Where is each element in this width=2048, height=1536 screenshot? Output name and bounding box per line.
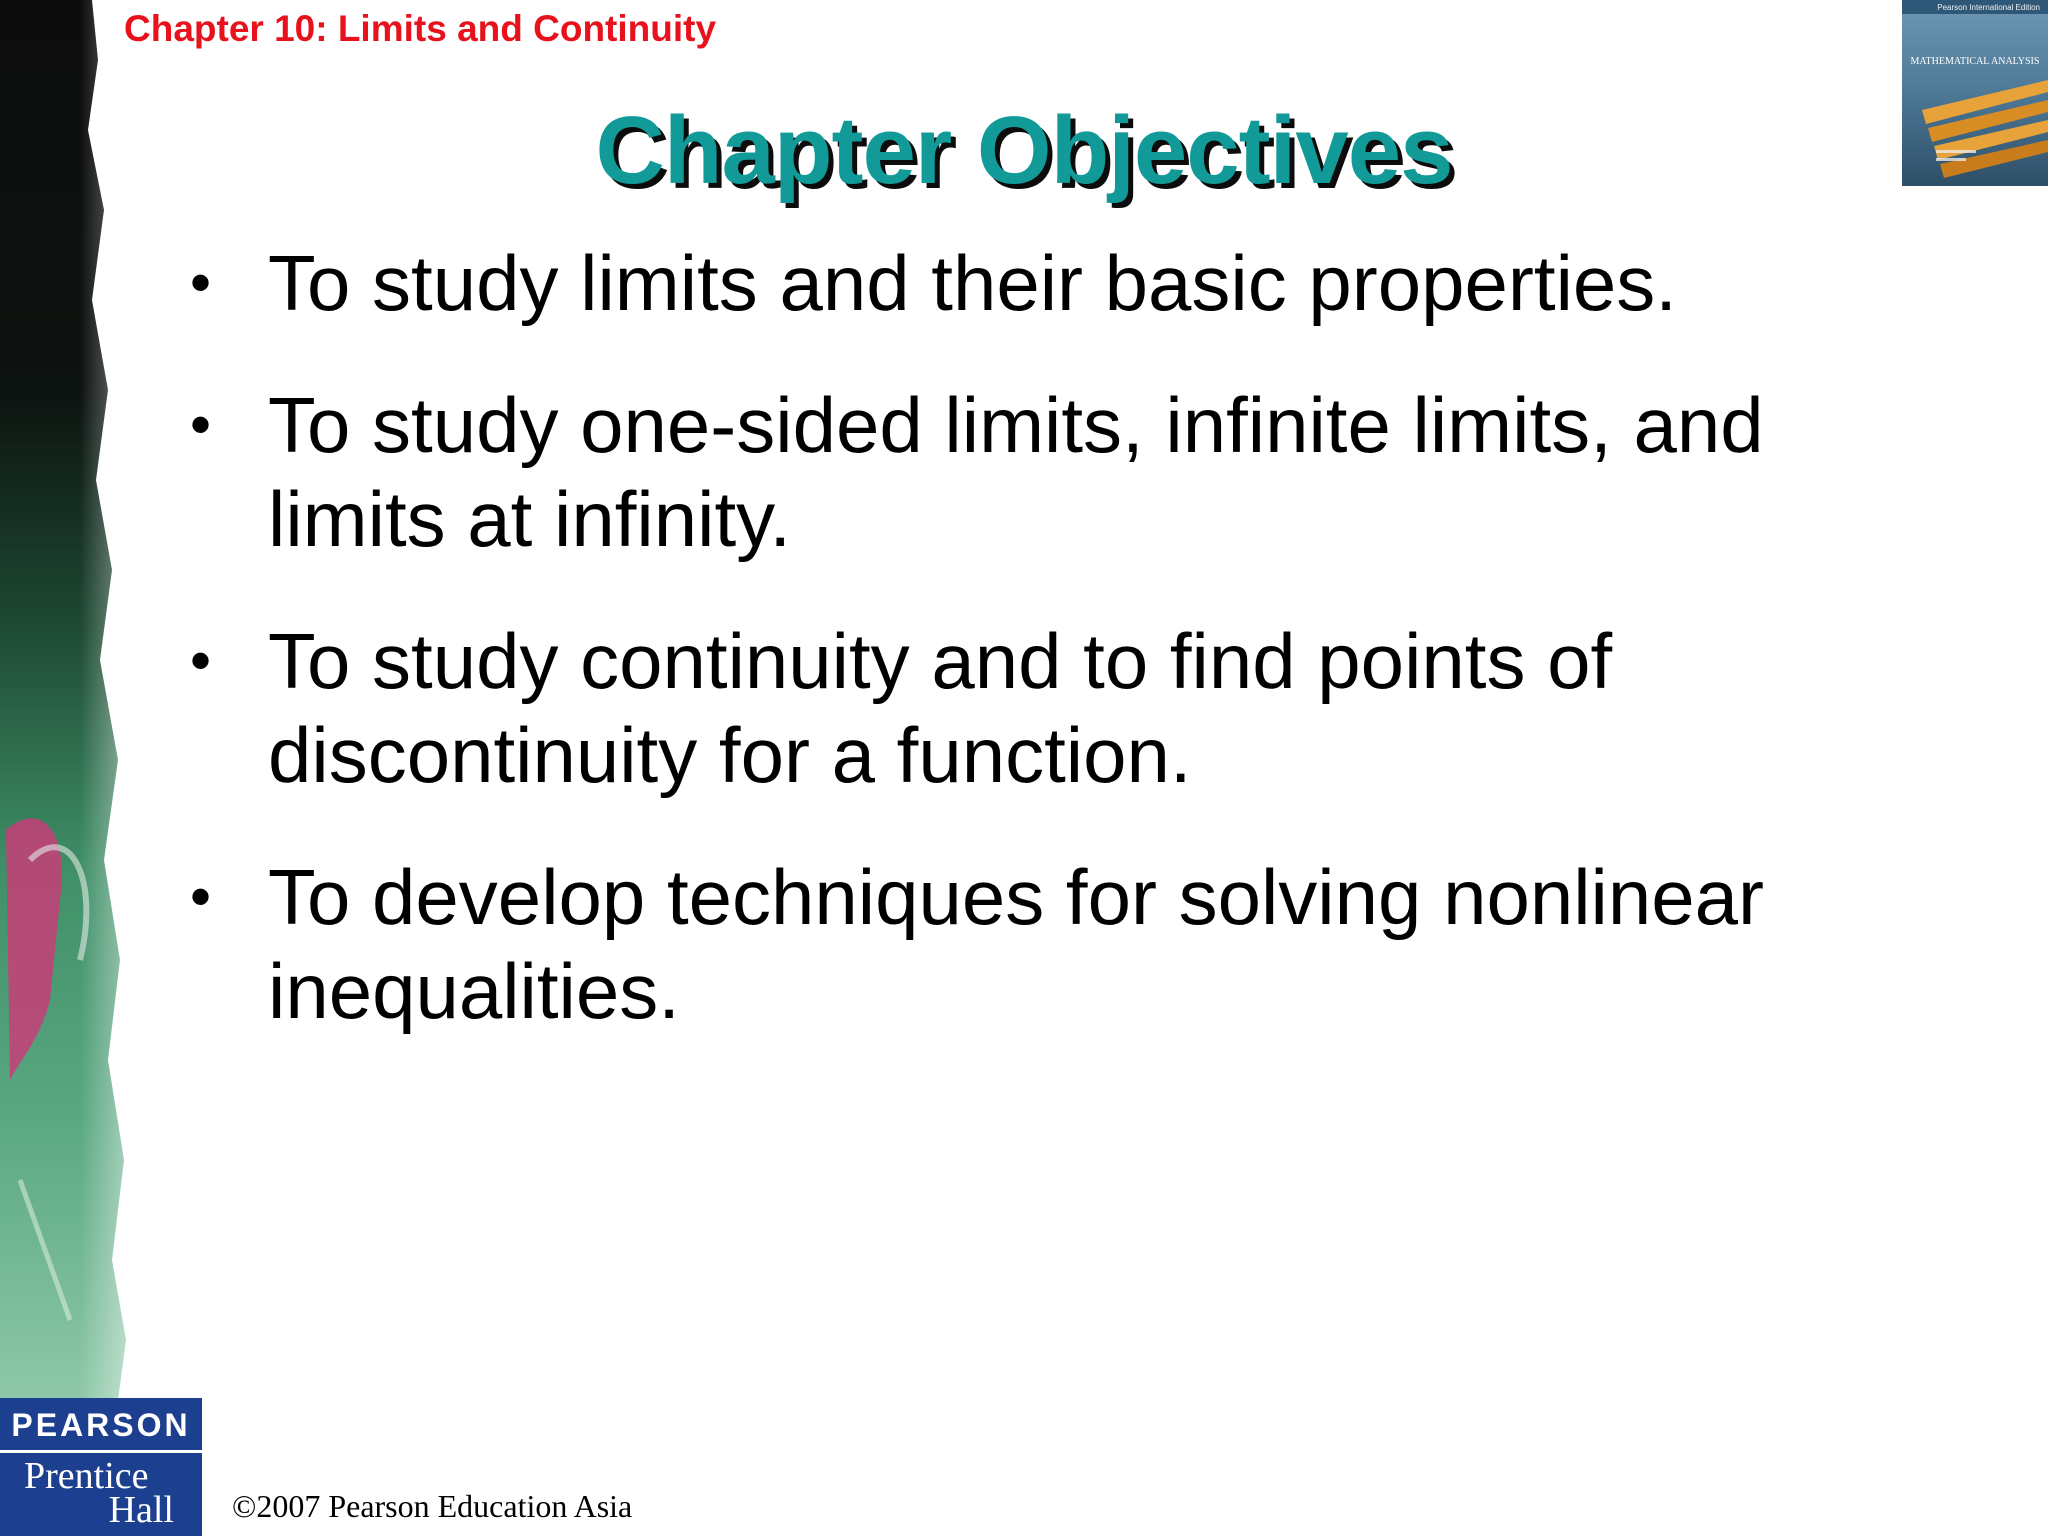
- bullet-icon: •: [190, 391, 212, 458]
- objective-text: To study limits and their basic properties.: [268, 239, 1677, 327]
- decorative-side-art: [0, 0, 140, 1400]
- book-edition-label: Pearson International Edition: [1937, 3, 2040, 12]
- pearson-prentice-hall-logo: [0, 1398, 202, 1536]
- objectives-list: [190, 236, 1830, 1086]
- logo-hall-text: Hall: [108, 1489, 174, 1531]
- objective-item: [190, 614, 1830, 802]
- slide-title: Chapter Objectives: [595, 97, 1453, 204]
- book-cover-image: [1902, 0, 2048, 186]
- copyright-notice: ©2007 Pearson Education Asia: [232, 1488, 633, 1524]
- objective-item: [190, 850, 1830, 1038]
- logo-pearson-text: PEARSON: [11, 1407, 191, 1443]
- objective-text: To study continuity and to find points of discontinuity for a function.: [268, 617, 1613, 799]
- objective-text: To develop techniques for solving nonlinear inequalities.: [268, 853, 1764, 1035]
- objective-text: To study one-sided limits, infinite limits, and limits at infinity.: [268, 381, 1764, 563]
- logo-prentice-text: Prentice: [24, 1455, 149, 1497]
- objective-item: [190, 378, 1830, 566]
- book-title-text: MATHEMATICAL ANALYSIS: [1910, 56, 2040, 67]
- bullet-icon: •: [190, 627, 212, 694]
- bullet-icon: •: [190, 249, 212, 316]
- logo-divider: [0, 1450, 202, 1453]
- bullet-icon: •: [190, 863, 212, 930]
- chapter-label: Chapter 10: Limits and Continuity: [124, 8, 717, 49]
- objective-item: [190, 236, 1830, 330]
